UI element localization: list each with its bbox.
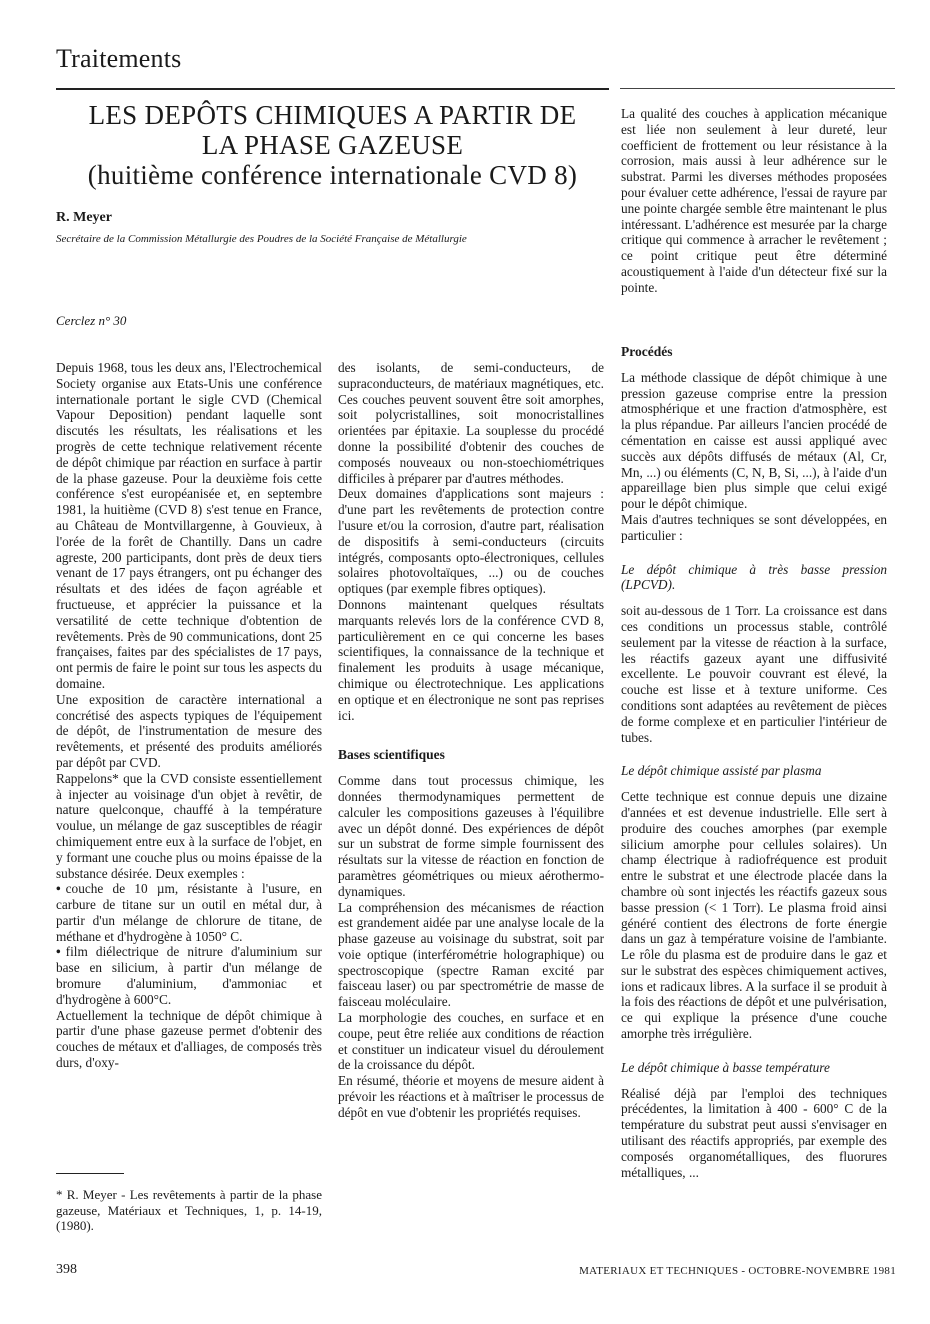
- section-header: Traitements: [56, 44, 182, 73]
- footnote: * R. Meyer - Les revêtements à partir de la phase gazeuse, Matériaux et Techniques, 1, p. 14-19, (1980).: [56, 1187, 322, 1233]
- paragraph: des isolants, de semi-conducteurs, de supraconducteurs, de matériaux magnétiques, etc. Ces couches peuvent souvent être soit amorphes, soit polycristallines, soit monocristallines orientées par épitaxie. La souplesse du procédé donne la possibilité d'obtenir des couches de composés nouveaux ou non-stoechiométriques difficiles à préparer par d'autres méthodes.: [338, 360, 604, 486]
- paragraph: La méthode classique de dépôt chimique à une pression gazeuse comprise entre la pression atmosphérique et une fraction d'atmosphère, est la plus répandue. Par ailleurs l'ancien procédé de cémentation en caisse est aussi appliqué avec succès aux dépôts diffusés de métaux (Al, Cr, Mn, ...) ou éléments (C, N, B, Si, ...), à l'aide d'un appareillage bien plus simple que celui exigé pour le dépôt chimique.: [621, 369, 887, 512]
- paragraph: Comme dans tout processus chimique, les données thermodynamiques permettent de calculer les compositions gazeuses à l'équilibre avec un dépôt donné. Des expériences de dépôt sur un substrat de forme simple fournissent des résultats sur la vitesse de réaction en fonction de paramètres géométriques ou mieux aérothermo-dynamiques.: [338, 773, 604, 899]
- paragraph: Rappelons* que la CVD consiste essentiellement à injecter au voisinage d'un objet à revêtir, de nature quelconque, chauffé à la température voulue, un mélange de gaz susceptibles de réagir chimiquement entre eux à la surface de l'objet, en y formant une couche plus ou moins épaisse de la substance désirée. Deux exemples :: [56, 770, 322, 881]
- title-line: (huitième conférence internationale CVD 8): [87, 160, 578, 190]
- paragraph: Cette technique est connue depuis une dizaine d'années et est devenue industrielle. Elle sert à produire des couches amorphes (par exemple silicium amorphe pour cellules solaires). Un champ électrique à radiofréquence est produit entre le substrat et une électrode placée dans la chambre où sont injectés les réactifs gazeux sous basse pression (< 1 Torr). Le plasma froid ainsi généré contient des électrons de forte énergie dans un gaz à température voisine de l'ambiante. Le rôle du plasma est de produire dans le gaz et sur le substrat des espèces chimiquement actives, ions et radicaux libres. A la surface il se produit à la fois des réactions de dépôt et une pulvérisation, ce qui explique la présence d'une couche amorphe très irrégulière.: [621, 789, 887, 1042]
- footnote-rule: [56, 1173, 124, 1174]
- subsection-heading: Le dépôt chimique à très basse pression (LPCVD).: [621, 561, 887, 593]
- title-line: LA PHASE GAZEUSE: [201, 130, 464, 160]
- column-1: [56, 360, 322, 1071]
- bullet-text: couche de 10 µm, résistante à l'usure, en carbure de titane sur un outil en métal dur, à partir d'un mélange de chlorure de titane, de méthane et d'hydrogène à 1050° C.: [56, 881, 322, 944]
- paragraph: Mais d'autres techniques se sont développées, en particulier :: [621, 511, 887, 543]
- paragraph: La compréhension des mécanismes de réaction est grandement aidée par une analyse locale de la phase gazeuse au voisinage du substrat, soit par voie optique (interférométrie holographique) ou spectroscopique (spectre Raman excité par faisceau laser) ou par spectrométrie de masse de faisceau moléculaire.: [338, 899, 604, 1010]
- header-rule: [56, 88, 609, 90]
- subsection-heading: Le dépôt chimique à basse température: [621, 1059, 830, 1075]
- paragraph: Réalisé déjà par l'emploi des techniques précédentes, la limitation à 400 - 600° C de la température du substrat peut aussi s'envisager en utilisant des réactifs appropriés, par exemple des composés organométalliques, des fluorures métalliques, ...: [621, 1085, 887, 1180]
- subsection-heading: Le dépôt chimique assisté par plasma: [621, 763, 822, 779]
- reader-service-number: Cerclez n° 30: [56, 313, 127, 328]
- affiliation: Secrétaire de la Commission Métallurgie des Poudres de la Société Française de Métallurgie: [56, 233, 467, 245]
- article-title: [56, 100, 609, 190]
- paragraph: soit au-dessous de 1 Torr. La croissance est dans ces conditions un processus stable, contrôlé seulement par la vitesse de réaction à la surface, les réactifs gazeux ayant une diffusivité excellente. Le pouvoir couvrant est élevé, la couche est lisse et à texture uniforme. Ces conditions sont adaptées au revêtement de pièces de forme complexe et en particulier l'intérieur de tubes.: [621, 603, 887, 745]
- column-3: [621, 344, 887, 1180]
- bullet-item: [56, 944, 322, 1007]
- title-line: LES DEPÔTS CHIMIQUES A PARTIR DE: [88, 100, 577, 130]
- column-rule: [620, 88, 895, 89]
- paragraph: La qualité des couches à application mécanique est liée non seulement à leur dureté, leur coefficient de frottement ou leur résistance à la corrosion, mais aussi à leur adhérence sur le substrat. Parmi les diverses méthodes proposées pour évaluer cette adhérence, l'essai de rayure par une pointe chargée semble être maintenant le plus intéressant. L'adhérence est mesurée par la charge critique qui commence à arracher le revêtement ; ce point critique peut être déterminé acoustiquement à l'aide d'un détecteur fixé sur la pointe.: [621, 106, 887, 295]
- journal-footer: MATERIAUX ET TECHNIQUES - OCTOBRE-NOVEMBRE 1981: [579, 1265, 896, 1277]
- column-3-intro: [621, 106, 887, 296]
- paragraph: Actuellement la technique de dépôt chimique à partir d'une phase gazeuse permet d'obtenir des couches de métaux et d'alliages, de composés très durs, d'oxy-: [56, 1007, 322, 1071]
- paragraph: La morphologie des couches, en surface et en coupe, peut être reliée aux conditions de réaction et constituer un indicateur visuel du déroulement de la croissance du dépôt.: [338, 1010, 604, 1073]
- paragraph: Depuis 1968, tous les deux ans, l'Electrochemical Society organise aux Etats-Unis une conférence internationale portant le sigle CVD (Chemical Vapour Deposition) pendant laquelle sont discutés les résultats, les réalisations et les progrès de cette technique relativement récente de dépôt chimique par réaction en surface à partir de la phase gazeuse. Pour la deuxième fois cette conférence s'est européanisée et, en septembre 1981, la huitième (CVD 8) s'est tenue en France, au Château de Montvillargenne, à Gouvieux, à l'orée de la forêt de Chantilly. Dans un cadre agreste, 200 participants, dont près de deux tiers venant de 17 pays étrangers, ont pu échanger des résultats et des idées de façon agréable et fructueuse, et apprécier la puissance et la versatilité de cette technique d'obtention de revêtements. Près de 90 communications, dont 25 françaises, faites par des spécialistes de 17 pays, ont permis de faire le point sur tous les aspects du domaine.: [56, 360, 322, 691]
- bullet-item: [56, 881, 322, 944]
- paragraph: Donnons maintenant quelques résultats marquants relevés lors de la conférence CVD 8, particulièrement en ce qui concerne les bases scientifiques, la connaissance de la technique et finalement les produits à usage mécanique, chimique ou électrotechnique. Les applications en optique et en électronique ne sont pas reprises ici.: [338, 596, 604, 723]
- bullet-text: film diélectrique de nitrure d'aluminium sur base en silicium, à partir d'un mélange de bromure d'aluminium, d'ammoniac et d'hydrogène à 600°C.: [56, 944, 322, 1007]
- paragraph: En résumé, théorie et moyens de mesure aident à prévoir les réactions et à maîtriser le processus de dépôt en vue d'obtenir les propriétés requises.: [338, 1073, 604, 1120]
- paragraph: Une exposition de caractère international a concrétisé des aspects typiques de l'équipement de dépôt, de l'instrumentation de mesure des revêtements, et présenté des produits améliorés par dépôt par CVD.: [56, 691, 322, 770]
- section-heading: Bases scientifiques: [338, 747, 445, 763]
- page-number: 398: [56, 1262, 77, 1277]
- section-heading: Procédés: [621, 344, 673, 359]
- paragraph: Deux domaines d'applications sont majeurs : d'une part les revêtements de protection contre l'usure et/ou la corrosion, d'autre part, réalisation de dispositifs à semi-conducteurs (circuits intégrés, composants opto-électroniques, cellules solaires photovoltaïques, ...) ou de couches optiques (par exemple fibres optiques).: [338, 486, 604, 597]
- column-2: [338, 360, 604, 1121]
- author: R. Meyer: [56, 210, 112, 225]
